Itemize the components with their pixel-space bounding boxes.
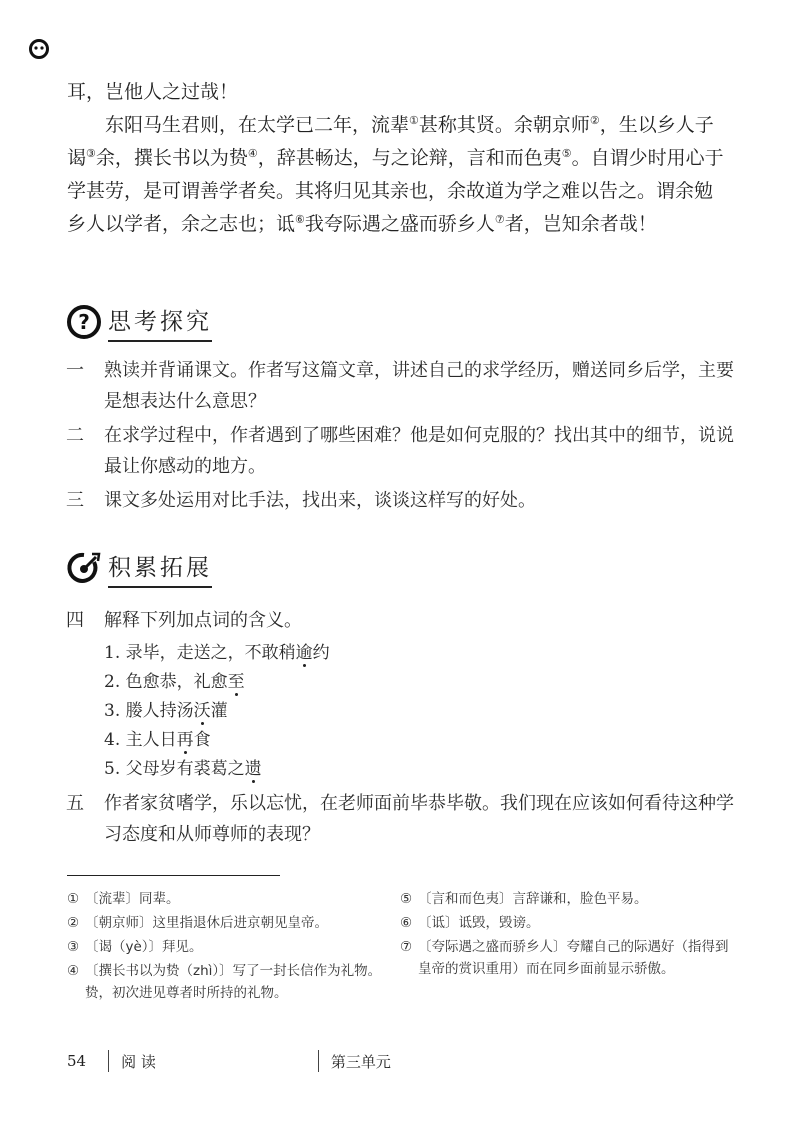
question-text: 课文多处运用对比手法，找出来，谈谈这样写的好处。 — [104, 490, 536, 511]
sub-question-text: 5. 父母岁有裘葛之 — [104, 759, 245, 779]
footnote-text: 〔夸际遇之盛而骄乡人〕夸耀自己的际遇好（指得到皇帝的赏识重用）而在同乡面前显示骄傲。 — [418, 939, 729, 977]
passage-text-segment: 。自谓少时用心于学甚劳，是可谓善学者矣。其将归见其亲也，余故道为学之难以告之。谓余勉乡人以学者，余之志也；诋 — [67, 147, 724, 235]
passage-text-segment: ，辞甚畅达，与之论辩，言和而色夷 — [257, 147, 562, 169]
footnotes-right — [400, 888, 740, 982]
section-title-think: 思考探究 — [108, 303, 212, 342]
question-number: 二 — [66, 425, 84, 446]
footnote-item — [400, 936, 740, 980]
footnote-mark: ④ — [67, 963, 80, 979]
passage-text-segment: ，生以乡人子谒 — [67, 114, 714, 169]
question-mark-icon — [66, 304, 102, 340]
footnote-mark: ⑦ — [400, 939, 413, 955]
dotted-word: 逾 — [295, 643, 313, 663]
passage-text-segment: 余，撰长书以为贽 — [95, 147, 248, 169]
page-number: 54 — [67, 1052, 87, 1070]
sub-question-text: 2. 色愈恭，礼愈 — [104, 672, 228, 692]
footnote-mark: ⑤ — [400, 891, 413, 907]
sub-question-text: 约 — [312, 643, 330, 663]
sub-question-text: 食 — [193, 730, 211, 750]
sub-question-list — [104, 639, 736, 784]
footnote-item — [67, 888, 387, 910]
question-item — [66, 355, 736, 417]
footnote-marker: ① — [409, 114, 419, 127]
footnotes-left — [67, 888, 387, 1006]
page-footer — [67, 1049, 391, 1073]
footnote-text: 〔诋〕诋毁，毁谤。 — [418, 915, 540, 931]
footnote-marker: ② — [589, 114, 600, 127]
question-item — [66, 788, 736, 850]
sub-question-text: 3. 媵人持汤 — [104, 701, 194, 721]
sub-question-item — [104, 639, 736, 668]
footnote-text: 〔撰长书以为贽（zhì）〕写了一封长信作为礼物。贽，初次进见尊者时所持的礼物。 — [85, 963, 382, 1001]
footnote-marker: ⑤ — [561, 147, 572, 160]
footnote-mark: ③ — [67, 939, 80, 955]
footnote-text: 〔言和而色夷〕言辞谦和，脸色平易。 — [418, 891, 648, 907]
question-list-2 — [66, 605, 736, 853]
footnote-item — [67, 960, 387, 1004]
footnote-text: 〔谒（yè）〕拜见。 — [85, 939, 203, 955]
question-list-1 — [66, 355, 736, 519]
sub-question-item — [104, 755, 736, 784]
footnote-text: 〔流辈〕同辈。 — [85, 891, 180, 907]
passage-line-1: 耳，岂他人之过哉！ — [67, 81, 239, 103]
question-number: 五 — [66, 793, 84, 814]
passage-paragraph-2 — [67, 109, 727, 241]
sub-question-item — [104, 726, 736, 755]
question-number: 一 — [66, 360, 84, 381]
question-item — [66, 485, 736, 516]
question-item — [66, 420, 736, 482]
passage-text-segment: 东阳马生君则，在太学已二年，流辈 — [105, 114, 410, 136]
sub-question-item — [104, 668, 736, 697]
question-text: 熟读并背诵课文。作者写这篇文章，讲述自己的求学经历，赠送同乡后学，主要是想表达什么意思？ — [104, 360, 734, 412]
footer-unit: 第三单元 — [330, 1052, 391, 1071]
footnote-item — [67, 936, 387, 958]
section-title-accumulate: 积累拓展 — [108, 549, 212, 588]
target-arrow-icon — [66, 550, 102, 586]
sub-question-item — [104, 697, 736, 726]
dotted-word: 遗 — [244, 759, 262, 779]
passage-text-segment: 者，岂知余者哉！ — [504, 213, 657, 235]
footnote-divider — [67, 875, 280, 876]
svg-text:?: ? — [78, 310, 90, 334]
footnote-text: 〔朝京师〕这里指退休后进京朝见皇帝。 — [85, 915, 328, 931]
question-number: 四 — [66, 610, 84, 631]
footnote-item — [400, 888, 740, 910]
footnote-item — [67, 912, 387, 934]
question-text: 在求学过程中，作者遇到了哪些困难？他是如何克服的？找出其中的细节，说说最让你感动的地方。 — [104, 425, 734, 477]
footer-divider — [108, 1050, 109, 1072]
section-think-explore — [66, 302, 212, 342]
footnote-mark: ⑥ — [400, 915, 413, 931]
footer-divider — [318, 1050, 319, 1072]
footnote-marker: ⑦ — [494, 213, 505, 226]
question-text: 作者家贫嗜学，乐以忘忧，在老师面前毕恭毕敬。我们现在应该如何看待这种学习态度和从师尊师的表现？ — [104, 793, 734, 845]
footnote-marker: ④ — [247, 147, 258, 160]
dotted-word: 至 — [227, 672, 245, 692]
passage-text-segment: 甚称其贤。余朝京师 — [418, 114, 590, 136]
footnote-mark: ① — [67, 891, 80, 907]
footnote-item — [400, 912, 740, 934]
footer-section: 阅 读 — [121, 1052, 156, 1071]
sub-question-text: 灌 — [210, 701, 228, 721]
passage — [67, 76, 727, 241]
dotted-word: 再 — [176, 730, 194, 750]
passage-text-segment: 我夸际遇之盛而骄乡人 — [304, 213, 495, 235]
question-item — [66, 605, 736, 636]
section-accumulate-expand — [66, 548, 212, 588]
footnote-marker: ③ — [86, 147, 96, 160]
circle-face-icon — [28, 38, 50, 60]
question-text: 解释下列加点词的含义。 — [104, 610, 302, 631]
sub-question-text: 4. 主人日 — [104, 730, 177, 750]
sub-question-text: 1. 录毕，走送之，不敢稍 — [104, 643, 296, 663]
footnote-marker: ⑥ — [295, 213, 305, 226]
footnote-mark: ② — [67, 915, 80, 931]
question-number: 三 — [66, 490, 84, 511]
dotted-word: 沃 — [193, 701, 211, 721]
